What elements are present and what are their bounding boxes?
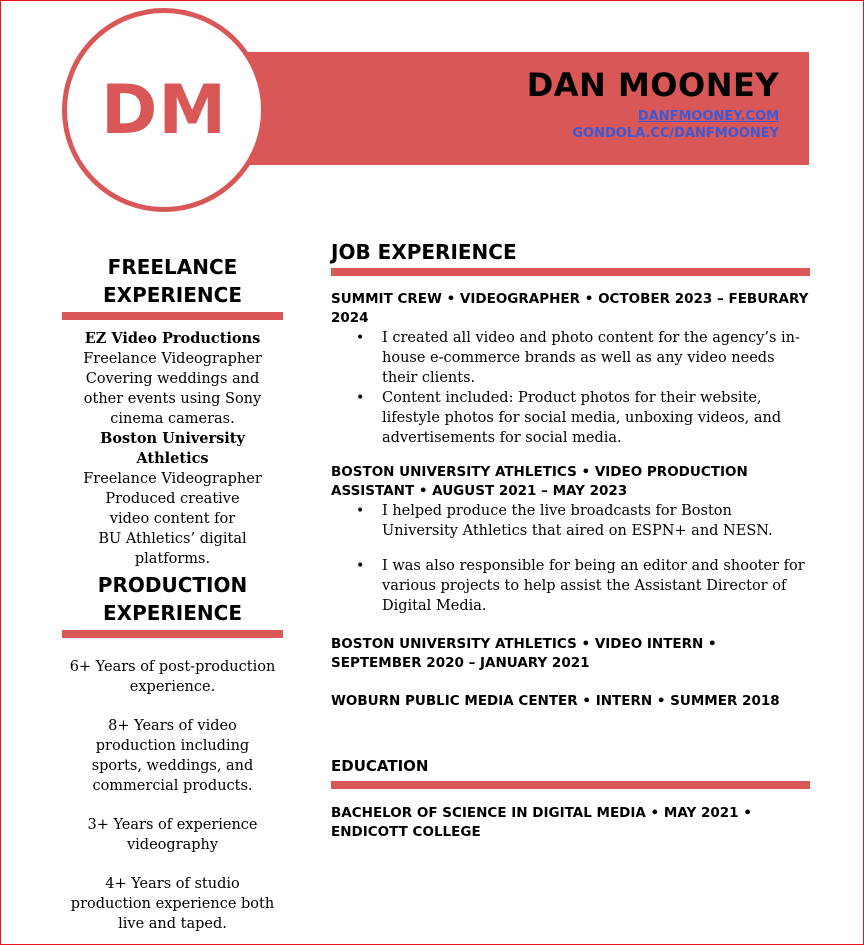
education-heading: EDUCATION <box>331 757 429 775</box>
production-item: 4+ Years of studio production experience both live and taped. <box>70 876 275 932</box>
freelance-entry <box>62 329 283 429</box>
production-item: 6+ Years of post-production experience. <box>69 659 276 695</box>
freelance-heading-line2: EXPERIENCE <box>103 283 242 307</box>
monogram-initials: DM <box>100 70 228 150</box>
job-bullet: • I created all video and photo content for the agency’s in-house e-commerce brands as well as any video needs their clients. <box>331 328 810 388</box>
education-divider <box>331 781 810 789</box>
production-divider <box>62 630 283 638</box>
freelance-description: Covering weddings and other events using Sony cinema cameras. <box>83 371 262 427</box>
freelance-heading <box>62 253 283 309</box>
freelance-company: EZ Video Productions <box>84 330 261 347</box>
freelance-heading-line1: FREELANCE <box>107 255 238 279</box>
freelance-description: Produced creative video content for BU Athletics’ digital platforms. <box>98 491 247 567</box>
job-bullets <box>331 501 810 616</box>
job-divider <box>331 268 810 276</box>
job-title: BOSTON UNIVERSITY ATHLETICS • VIDEO INTERN • SEPTEMBER 2020 – JANUARY 2021 <box>331 636 717 671</box>
education-degree: BACHELOR OF SCIENCE IN DIGITAL MEDIA • MAY 2021 • ENDICOTT COLLEGE <box>331 805 752 840</box>
job-title: SUMMIT CREW • VIDEOGRAPHER • OCTOBER 2023 – FEBURARY 2024 <box>331 291 809 326</box>
job-bullet: • I helped produce the live broadcasts for Boston University Athletics that aired on ESPN+ and NESN. <box>331 501 810 541</box>
job-bullets <box>331 328 810 448</box>
freelance-role: Freelance Videographer <box>83 351 262 367</box>
education-section <box>331 757 810 842</box>
freelance-divider <box>62 312 283 320</box>
production-item: 8+ Years of video production including sports, weddings, and commercial products. <box>91 718 254 794</box>
portfolio-link[interactable]: GONDOLA.CC/DANFMOONEY <box>572 126 779 141</box>
website-link[interactable]: DANFMOONEY.COM <box>637 109 779 124</box>
freelance-company: Boston University Athletics <box>100 430 245 467</box>
freelance-role: Freelance Videographer <box>83 471 262 487</box>
job-title: WOBURN PUBLIC MEDIA CENTER • INTERN • SUMMER 2018 <box>331 693 780 709</box>
production-heading-line2: EXPERIENCE <box>103 601 242 625</box>
job-bullet: • Content included: Product photos for their website, lifestyle photos for social media, unboxing videos, and advertisements for social media. <box>331 388 810 448</box>
job-section <box>331 240 810 711</box>
job-heading: JOB EXPERIENCE <box>331 240 517 264</box>
freelance-entry <box>62 429 283 569</box>
monogram-circle <box>62 8 266 212</box>
production-heading-line1: PRODUCTION <box>97 573 248 597</box>
job-title: BOSTON UNIVERSITY ATHLETICS • VIDEO PRODUCTION ASSISTANT • AUGUST 2021 – MAY 2023 <box>331 464 748 499</box>
job-bullet: • I was also responsible for being an editor and shooter for various projects to help assist the Assistant Director of Digital Media. <box>331 556 810 616</box>
freelance-section <box>62 253 283 569</box>
production-heading <box>62 571 283 627</box>
production-section <box>62 571 283 934</box>
resume-name: DAN MOONEY <box>526 66 779 104</box>
production-item: 3+ Years of experience videography <box>87 817 258 853</box>
